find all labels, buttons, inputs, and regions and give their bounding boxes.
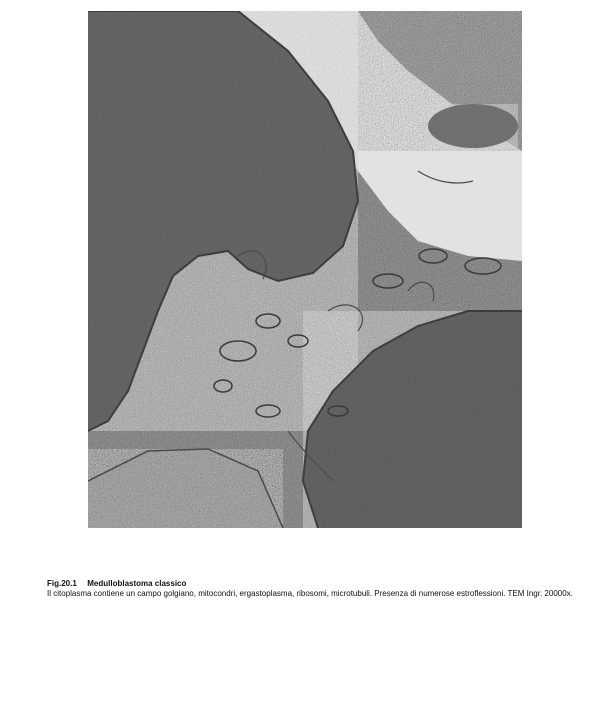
caption-heading <box>47 579 587 589</box>
figure-caption <box>47 579 587 599</box>
figure-number: Fig.20.1 <box>47 579 77 588</box>
figure-description: Il citoplasma contiene un campo golgiano, mitocondri, ergastoplasma, ribosomi, microtubuli. Presenza di numerose estroflessioni. TEM Ingr. 20000x. <box>47 589 573 598</box>
tem-micrograph <box>88 11 522 528</box>
upper-right-nucleus <box>428 104 518 148</box>
micrograph-drawing <box>88 11 522 528</box>
figure-title: Medulloblastoma classico <box>87 579 187 588</box>
